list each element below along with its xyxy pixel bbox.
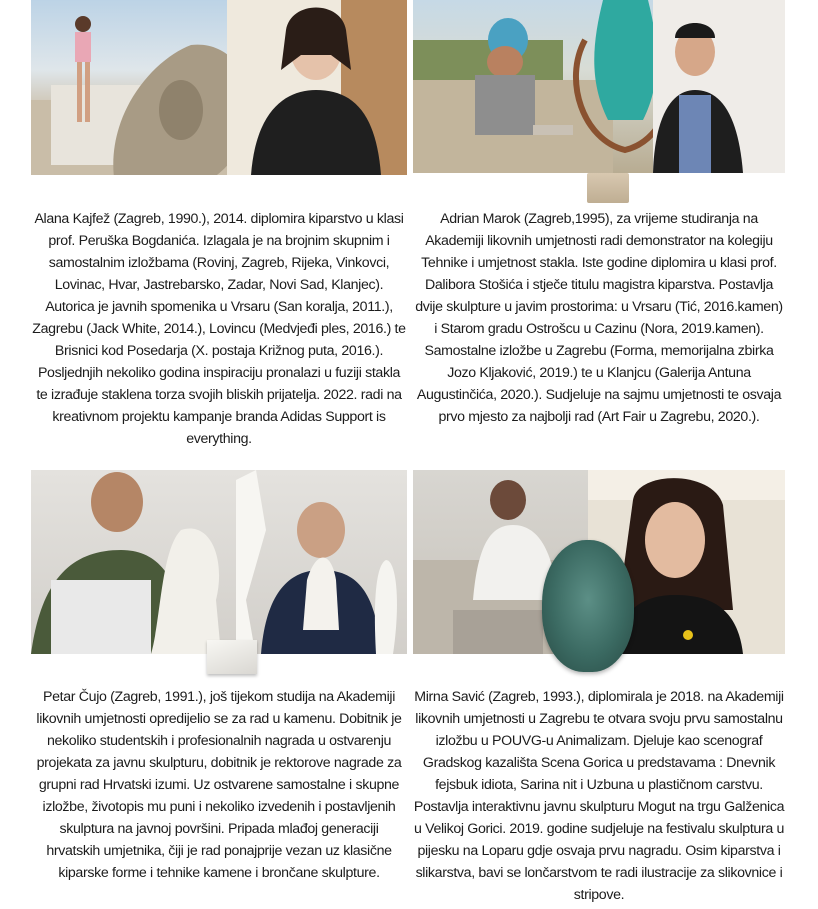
sculpture-mask (542, 540, 634, 672)
artist-photo-alana (31, 0, 407, 175)
photo-illustration (413, 0, 785, 173)
artist-bio-adrian: Adrian Marok (Zagreb,1995), za vrijeme studiranja na Akademiji likovnih umjetnosti radi demonstrator na kolegiju Tehnike i umjetnost stakla. Iste godine diplomira u klasi prof. Dalibora Stošića i stječe titulu magistra kiparstva. Postavlja dvije skulpture u javim prostorima: u Vrsaru (Tić, 2016.kamen) i Starom gradu Ostrošcu u Cazinu (Nora, 2019.kamen). Samostalne izložbe u Zagrebu (Forma, memorijalna zbirka Jozo Kljaković, 2019.) te u Klanjcu (Galerija Antuna Augustinčića, 2020.). Sudjeluje na sajmu umjetnosti te osvaja prvo mjesto za najbolji rad (Art Fair u Zagrebu, 2020.). (415, 211, 783, 425)
artist-photo-adrian (413, 0, 785, 173)
artist-bio-petar: Petar Čujo (Zagreb, 1991.), još tijekom studija na Akademiji likovnih umjetnosti opredijelio se za rad u kamenu. Dobitnik je nekoliko studentskih i profesionalnih nagrada u ostvarenju projekata za javnu skulpturu, dobitnik je rektorove nagrade za grupni rad Hrvatski izumi. Uz ostvarene samostalne i skupne izložbe, životopis mu puni i nekoliko izvedenih i postavljenih skulptura na javnoj površini. Pripada mlađoj generaciji hrvatskih umjetnika, čiji je rad ponajprije vezan uz klasične kiparske forme i tehnike kamene i brončane skulpture. (36, 689, 402, 881)
photo-illustration (31, 470, 407, 654)
sculpture-base (207, 640, 257, 674)
sculpture-base (587, 173, 629, 203)
artist-bio-alana: Alana Kajfež (Zagreb, 1990.), 2014. diplomira kiparstvo u klasi prof. Peruška Bogdanića. Izlagala je na brojnim skupnim i samostalnim izložbama (Rovinj, Zagreb, Rijeka, Vinkovci, Lovinac, Hvar, Jastrebarsko, Zadar, Novi Sad, Klanjec). Autorica je javnih spomenika u Vrsaru (San koralja, 2011.), Zagrebu (Jack White, 2014.), Lovincu (Medvjeđi ples, 2016.) te Brisnici kod Posedarja (X. postaja Križnog puta, 2016.). Posljednjih nekoliko godina inspiraciju pronalazi u fuziji stakla te izrađuje staklena torza svojih bliskih prijatelja. 2022. radi na kreativnom projektu kampanje branda Adidas Support is everything. (32, 211, 406, 447)
photo-illustration (31, 0, 407, 175)
artist-photo-petar (31, 470, 407, 654)
artist-bio-mirna: Mirna Savić (Zagreb, 1993.), diplomirala je 2018. na Akademiji likovnih umjetnosti u Zagrebu te otvara svoju prvu samostalnu izložbu u POUVG-u Animalizam. Djeluje kao scenograf Gradskog kazališta Scena Gorica u predstavama : Dnevnik fejsbuk idiota, Sarina nit i Uzbuna u plastičnom carstvu. Postavlja interaktivnu javnu skulpturu Mogut na trgu Galženica u Velikoj Gorici. 2019. godine sudjeluje na festivalu skulptura u pijesku na Loparu gdje osvaja prvu nagradu. Osim kiparstva i slikarstva, bavi se lončarstvom te radi ilustracije za slikovnice i stripove. (413, 689, 785, 903)
